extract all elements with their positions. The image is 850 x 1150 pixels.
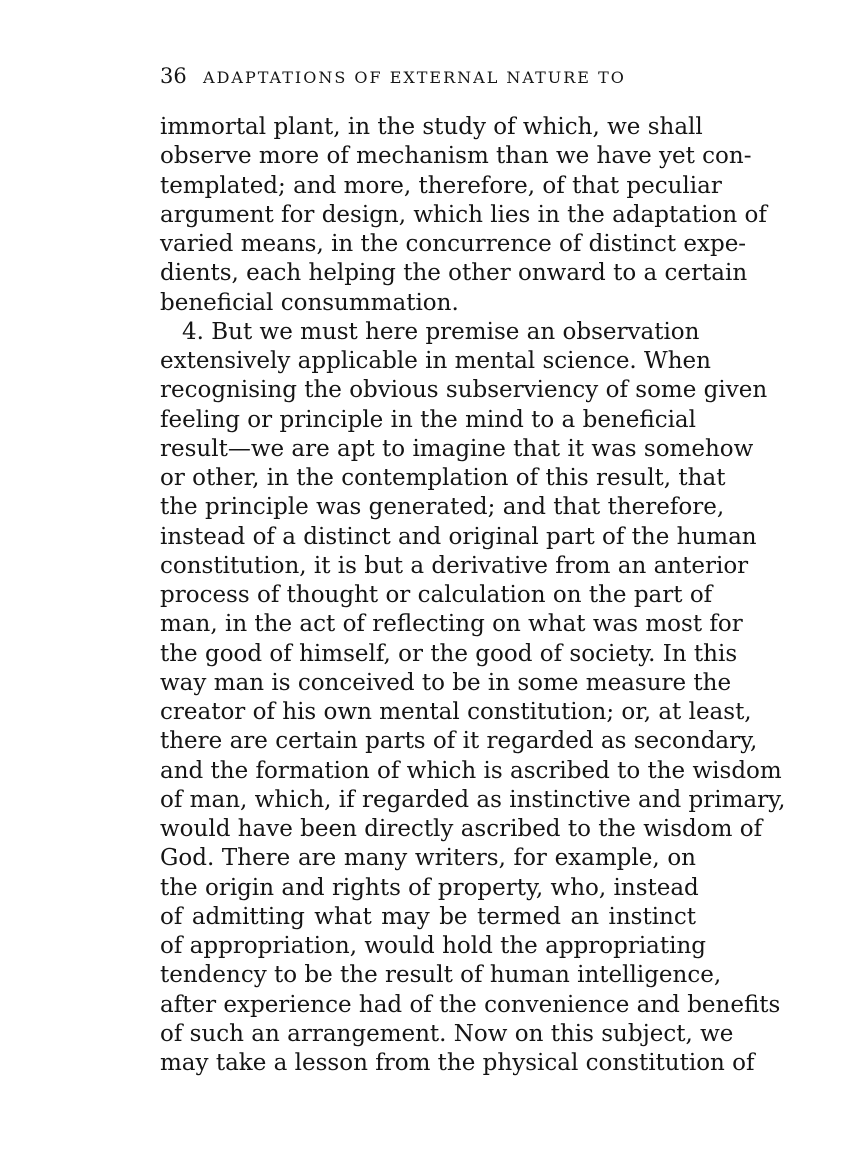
text-line: of admitting what may be termed an instinct	[160, 903, 696, 930]
text-line: would have been directly ascribed to the wisdom of	[160, 816, 763, 842]
text-line: after experience had of the convenience and benefits	[160, 991, 781, 1018]
text-line: man, in the act of reflecting on what was most for	[160, 611, 743, 638]
text-line: of man, which, if regarded as instinctive and primary,	[160, 786, 786, 813]
body-text	[160, 113, 786, 1078]
text-line: constitution, it is but a derivative from an anterior	[160, 552, 749, 579]
text-line: there are certain parts of it regarded as secondary,	[160, 728, 758, 755]
text-line: process of thought or calculation on the part of	[160, 582, 713, 608]
text-line: result—we are apt to imagine that it was somehow	[160, 435, 754, 462]
text-line: observe more of mechanism than we have yet con-	[160, 143, 752, 170]
running-head	[160, 60, 696, 92]
text-line: of appropriation, would hold the appropriating	[160, 933, 707, 959]
text-line: of such an arrangement. Now on this subject, we	[160, 1020, 734, 1047]
text-line: the good of himself, or the good of society. In this	[160, 640, 738, 667]
text-line: immortal plant, in the study of which, we shall	[160, 114, 703, 140]
text-line: or other, in the contemplation of this result, that	[160, 465, 726, 491]
text-line: feeling or principle in the mind to a beneficial	[160, 406, 696, 433]
paragraph-start-line: 4. But we must here premise an observation	[182, 318, 700, 345]
text-line: God. There are many writers, for example, on	[160, 845, 696, 872]
page-number: 36	[160, 64, 187, 88]
text-line: creator of his own mental constitution; or, at least,	[160, 699, 752, 725]
text-line: dients, each helping the other onward to a certain	[160, 260, 748, 287]
text-line: beneficial consummation.	[160, 289, 459, 316]
text-line: instead of a distinct and original part of the human	[160, 523, 757, 550]
text-line: recognising the obvious subserviency of some given	[160, 377, 768, 404]
text-line: may take a lesson from the physical constitution of	[160, 1050, 755, 1076]
text-line: argument for design, which lies in the adaptation of	[160, 201, 767, 228]
text-line: the origin and rights of property, who, instead	[160, 874, 699, 901]
text-line: tendency to be the result of human intelligence,	[160, 962, 722, 989]
text-line: templated; and more, therefore, of that peculiar	[160, 172, 722, 199]
text-line: extensively applicable in mental science. When	[160, 348, 711, 374]
text-line: varied means, in the concurrence of distinct expe-	[160, 231, 747, 257]
text-line: and the formation of which is ascribed to the wisdom	[160, 757, 782, 784]
book-page	[160, 60, 786, 1100]
text-line: the principle was generated; and that therefore,	[160, 494, 725, 521]
running-title: ADAPTATIONS OF EXTERNAL NATURE TO	[203, 68, 626, 87]
text-line: way man is conceived to be in some measure the	[160, 669, 732, 696]
